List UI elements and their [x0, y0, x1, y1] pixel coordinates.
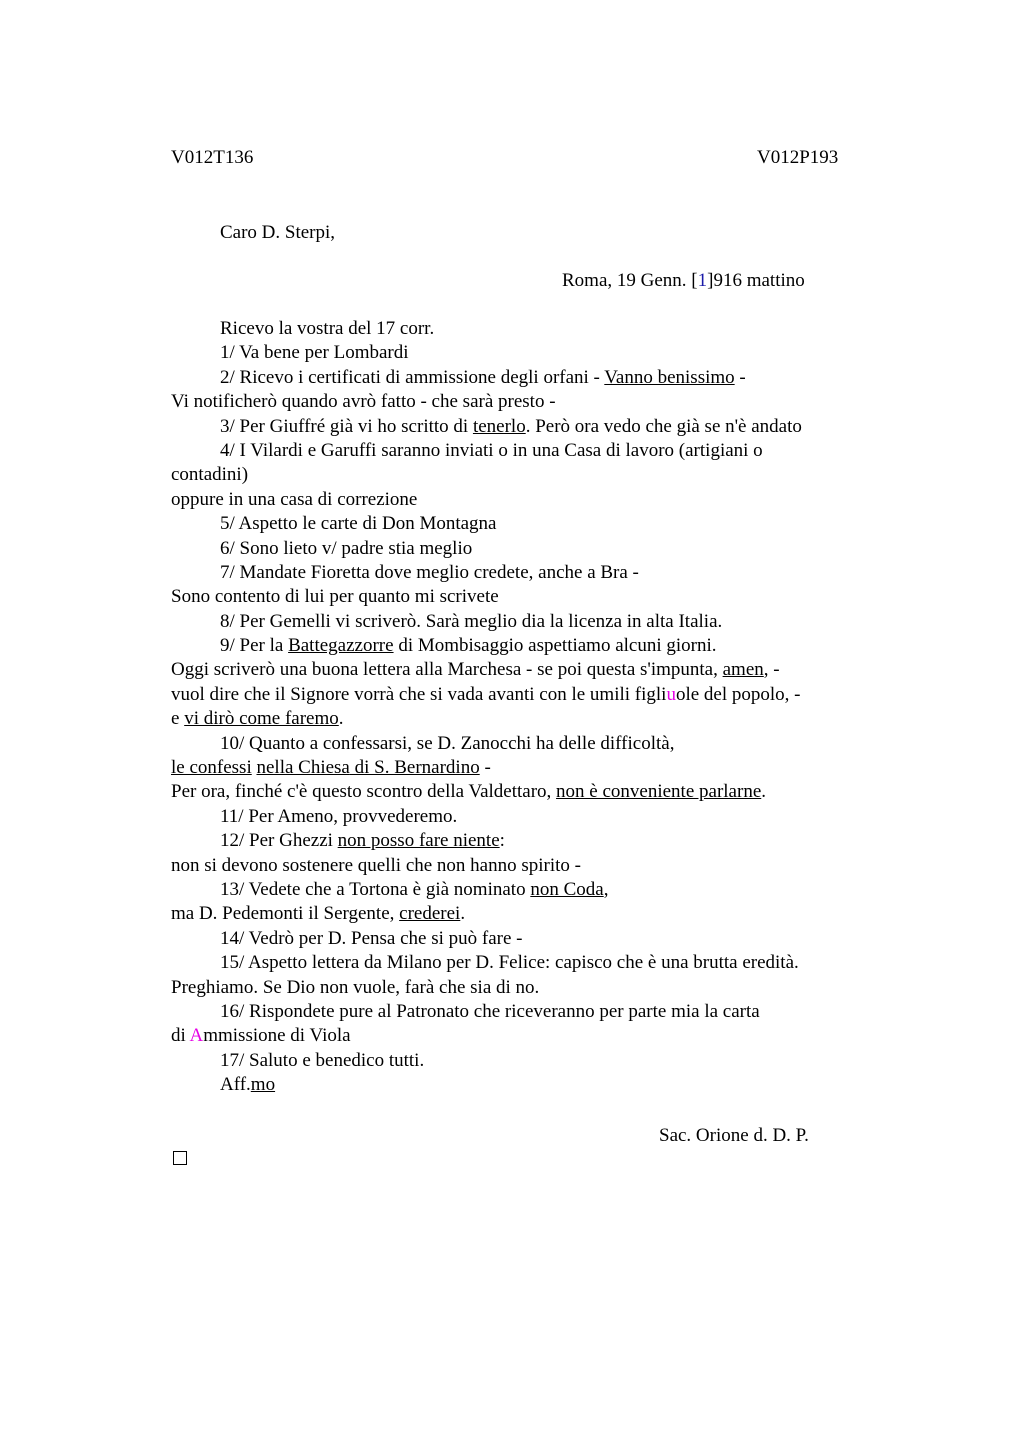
- text-span: -: [479, 757, 491, 779]
- letter-line: oppure in una casa di correzione: [171, 488, 418, 510]
- text-span: , -: [763, 659, 780, 681]
- text-span: -: [734, 366, 746, 388]
- header-left-code: V012T136: [171, 147, 254, 168]
- text-span: . Però ora vedo che già se n'è andato: [525, 415, 802, 437]
- letter-line: [171, 683, 871, 707]
- letter-line: [171, 1024, 871, 1048]
- text-span: Oggi scriverò una buona lettera alla Marchesa - se poi questa s'impunta,: [171, 659, 723, 681]
- letter-line: [171, 366, 871, 390]
- text-span: e: [171, 708, 185, 730]
- letter-line: 8/ Per Gemelli vi scriverò. Sarà meglio dia la licenza in alta Italia.: [220, 610, 723, 632]
- letter-line: [171, 756, 871, 780]
- text-span: di Mombisaggio aspettiamo alcuni giorni.: [393, 635, 717, 657]
- letter-line: non si devono sostenere quelli che non hanno spirito -: [171, 854, 582, 876]
- letter-line: [171, 902, 871, 926]
- letter-line: 11/ Per Ameno, provvederemo.: [220, 805, 458, 827]
- underlined-text: non è conveniente parlarne: [556, 781, 762, 803]
- underlined-text: crederei: [399, 903, 461, 925]
- text-span: Aff.: [220, 1074, 251, 1096]
- text-span: 3/ Per Giuffré già vi ho scritto di: [220, 415, 473, 437]
- letter-line: [171, 829, 871, 853]
- header-right-code: V012P193: [757, 147, 839, 168]
- underlined-text: tenerlo: [472, 415, 526, 437]
- letter-line: Ricevo la vostra del 17 corr.: [220, 318, 435, 339]
- letter-line: 7/ Mandate Fioretta dove meglio credete, anche a Bra -: [220, 561, 639, 583]
- underlined-text: Battegazzorre: [288, 635, 394, 657]
- text-span: ma D. Pedemonti il Sergente,: [171, 903, 400, 925]
- text-span: 13/ Vedete che a Tortona è già nominato: [220, 878, 531, 900]
- letter-line: [171, 658, 871, 682]
- dateline-after: ]916 mattino: [707, 270, 805, 291]
- letter-line: 15/ Aspetto lettera da Milano per D. Felice: capisco che è una brutta eredità.: [220, 952, 799, 974]
- letter-line: [171, 707, 871, 731]
- underlined-text: Vanno benissimo: [604, 366, 735, 388]
- dateline: [562, 269, 805, 293]
- text-span: .: [761, 781, 767, 803]
- letter-line: [171, 780, 871, 804]
- letter-line: 1/ Va bene per Lombardi: [220, 342, 409, 364]
- salutation: Caro D. Sterpi,: [220, 222, 336, 243]
- letter-line: 4/ I Vilardi e Garuffi saranno inviati o in una Casa di lavoro (artigiani o: [220, 439, 763, 461]
- underlined-text: le confessi: [171, 757, 252, 779]
- letter-line: 10/ Quanto a confessarsi, se D. Zanocchi ha delle difficoltà,: [220, 732, 675, 754]
- dateline-bracket-digit: 1: [697, 270, 708, 291]
- underlined-text: vi dirò come faremo: [184, 708, 339, 730]
- letter-line: [171, 1073, 871, 1097]
- letter-line: Vi notificherò quando avrò fatto - che sarà presto -: [171, 391, 556, 413]
- underlined-text: mo: [250, 1074, 276, 1096]
- letter-body: [171, 317, 871, 1098]
- letter-line: contadini): [171, 464, 249, 486]
- text-span: ,: [603, 878, 609, 900]
- underlined-text: non Coda: [530, 878, 604, 900]
- signature: Sac. Orione d. D. P.: [659, 1125, 809, 1146]
- underlined-text: amen: [722, 659, 764, 681]
- text-span: .: [338, 708, 344, 730]
- letter-line: [171, 415, 871, 439]
- letter-line: 17/ Saluto e benedico tutti.: [220, 1049, 425, 1071]
- letter-line: [171, 878, 871, 902]
- correction-letter: u: [666, 683, 676, 705]
- text-span: di: [171, 1025, 190, 1047]
- text-span: 2/ Ricevo i certificati di ammissione degli orfani -: [220, 366, 605, 388]
- text-span: vuol dire che il Signore vorrà che si vada avanti con le umili figli: [171, 683, 667, 705]
- letter-line: 14/ Vedrò per D. Pensa che si può fare -: [220, 927, 523, 949]
- text-span: :: [499, 830, 505, 852]
- square-box-icon: [173, 1151, 187, 1165]
- letter-line: 5/ Aspetto le carte di Don Montagna: [220, 513, 497, 535]
- text-span: ole del popolo, -: [675, 683, 801, 705]
- dateline-before: Roma, 19 Genn. [: [562, 270, 698, 291]
- text-span: mmissione di Viola: [203, 1025, 351, 1047]
- underlined-text: di S. Bernardino: [349, 757, 480, 779]
- letter-line: 16/ Rispondete pure al Patronato che riceveranno per parte mia la carta: [220, 1000, 760, 1022]
- letter-line: [171, 634, 871, 658]
- text-span: .: [460, 903, 466, 925]
- correction-letter: A: [189, 1025, 204, 1047]
- letter-line: Preghiamo. Se Dio non vuole, farà che sia di no.: [171, 976, 540, 998]
- letter-line: Sono contento di lui per quanto mi scrivete: [171, 586, 499, 608]
- text-span: 9/ Per la: [220, 635, 289, 657]
- underlined-text: non posso fare niente: [337, 830, 500, 852]
- letter-line: 6/ Sono lieto v/ padre stia meglio: [220, 537, 473, 559]
- text-span: Per ora, finché c'è questo scontro della Valdettaro,: [171, 781, 557, 803]
- text-span: 12/ Per Ghezzi: [220, 830, 338, 852]
- underlined-text: nella Chiesa: [256, 757, 350, 779]
